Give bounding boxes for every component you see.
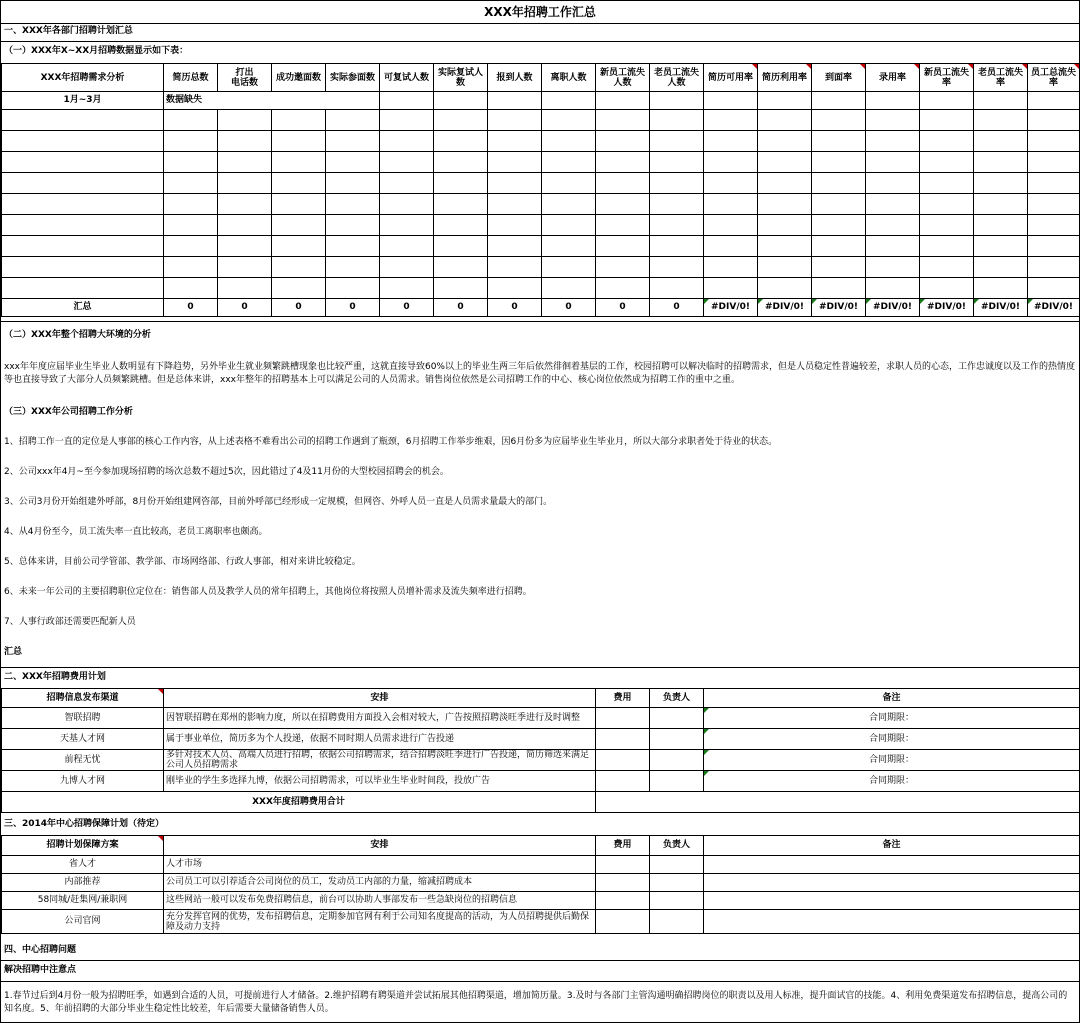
cost-header-row bbox=[2, 689, 1080, 708]
total-cell: #DIV/0! bbox=[920, 299, 974, 317]
table-row bbox=[2, 729, 1080, 750]
total-cell: 0 bbox=[380, 299, 434, 317]
table-row bbox=[2, 708, 1080, 729]
total-cell: #DIV/0! bbox=[1028, 299, 1080, 317]
table-row bbox=[2, 910, 1080, 934]
column-header: 离职人数 bbox=[542, 64, 596, 92]
total-cell: 0 bbox=[596, 299, 650, 317]
column-header: 录用率 bbox=[866, 64, 920, 92]
analysis-summary-label: 汇总 bbox=[4, 647, 23, 657]
header-plan-name: 招聘计划保障方案 bbox=[2, 836, 164, 856]
plan-cell: 刚毕业的学生多选择九博，依据公司招聘需求，可以毕业生毕业时间段，投放广告 bbox=[164, 771, 596, 792]
total-cell: #DIV/0! bbox=[758, 299, 812, 317]
column-header: 简历总数 bbox=[164, 64, 218, 92]
plan-name-cell: 内部推荐 bbox=[2, 874, 164, 892]
plan-cell: 这些网站一般可以发布免费招聘信息，前台可以协助人事部发布一些急缺岗位的招聘信息 bbox=[164, 892, 596, 910]
total-cell: 0 bbox=[650, 299, 704, 317]
header-remark: 备注 bbox=[704, 836, 1080, 856]
environment-paragraph: xxx年年度应届毕业生毕业人数明显有下降趋势，另外毕业生就业频繁跳槽现象也比较严重，这就直接导致60%以上的毕业生两三年后依然徘徊着基层的工作，校园招聘可以解决临时的招聘需求，但是人员稳定性普遍较差，求职人员的心态，工作忠诚度以及工作的热情度等也直接导致了大部分人员频繁跳槽。但是总体来讲，xxx年整年的招聘基本上可以满足公司的人员需求。销售岗位依然是公司招聘工作的中心、核心岗位依然成为招聘工作的重中之重。 bbox=[4, 362, 1075, 385]
total-cell: 0 bbox=[326, 299, 380, 317]
header-remark: 备注 bbox=[704, 689, 1080, 708]
empty-row bbox=[2, 173, 1080, 194]
cost-plan-heading: 二、XXX年招聘费用计划 bbox=[4, 672, 106, 682]
table-header-row bbox=[2, 64, 1080, 92]
total-label: 汇总 bbox=[2, 299, 164, 317]
section1-subheading: （一）XXX年X~XX月招聘数据显示如下表： bbox=[4, 46, 189, 56]
analysis-item-1: 1、招聘工作一直的定位是人事部的核心工作内容，从上述表格不难看出公司的招聘工作遇到了瓶颈，6月招聘工作举步维艰，因6月份多为应届毕业生毕业月，所以大部分求职者处于待业的状态。 bbox=[4, 437, 778, 447]
issues-paragraph: 1.春节过后到4月份一般为招聘旺季，如遇到合适的人员，可提前进行人才储备。2.维护招聘有聘渠道并尝试拓展其他招聘渠道，增加简历量。3.及时与各部门主管沟通明确招聘岗位的职责以及用人标准，提升面试官的技能。4、利用免费渠道发布招聘信息，提高公司的知名度。5、年前招聘的大部分毕业生稳定性比较差，年后需要大量储备销售人员。 bbox=[4, 991, 1068, 1014]
remark-cell: 合同期限： bbox=[704, 771, 1080, 792]
channel-cell: 智联招聘 bbox=[2, 708, 164, 729]
column-header: 老员工流失人数 bbox=[650, 64, 704, 92]
total-cell: #DIV/0! bbox=[812, 299, 866, 317]
analysis-item-5: 5、总体来讲，目前公司学管部、教学部、市场网络部、行政人事部，相对来讲比较稳定。 bbox=[4, 557, 361, 567]
analysis-item-4: 4、从4月份至今，员工流失率一直比较高，老员工离职率也颇高。 bbox=[4, 527, 268, 537]
total-cell: 0 bbox=[218, 299, 272, 317]
remark-cell: 合同期限： bbox=[704, 708, 1080, 729]
column-header: 报到人数 bbox=[488, 64, 542, 92]
empty-row bbox=[2, 278, 1080, 299]
table-row bbox=[2, 92, 1080, 110]
channel-cell: 九博人才网 bbox=[2, 771, 164, 792]
header-plan: 安排 bbox=[164, 689, 596, 708]
channel-cell: 天基人才网 bbox=[2, 729, 164, 750]
cost-total-label: XXX年度招聘费用合计 bbox=[2, 792, 596, 813]
plan-cell: 公司员工可以引荐适合公司岗位的员工，发动员工内部的力量，缩减招聘成本 bbox=[164, 874, 596, 892]
header-cost: 费用 bbox=[596, 836, 650, 856]
column-header: 打出 电话数 bbox=[218, 64, 272, 92]
total-cell: #DIV/0! bbox=[704, 299, 758, 317]
total-cell: 0 bbox=[272, 299, 326, 317]
column-header: XXX年招聘需求分析 bbox=[2, 64, 164, 92]
plan-name-cell: 58同城/赶集网/兼职网 bbox=[2, 892, 164, 910]
recruitment-data-table bbox=[1, 63, 1080, 317]
section1-heading: 一、XXX年各部门招聘计划汇总 bbox=[4, 26, 133, 36]
company-analysis-heading: （三）XXX年公司招聘工作分析 bbox=[4, 407, 133, 417]
column-header: 实际复试人数 bbox=[434, 64, 488, 92]
table-row bbox=[2, 892, 1080, 910]
issues-subheading: 解决招聘中注意点 bbox=[4, 965, 77, 975]
analysis-item-7: 7、人事行政部还需要匹配新人员 bbox=[4, 617, 136, 627]
plan-name-cell: 省人才 bbox=[2, 856, 164, 874]
column-header: 实际参面数 bbox=[326, 64, 380, 92]
analysis-item-2: 2、公司xxx年4月~至今参加现场招聘的场次总数不超过5次，因此错过了4及11月份的大型校园招聘会的机会。 bbox=[4, 467, 449, 477]
plan-cell: 多针对技术人员、高端人员进行招聘，依据公司招聘需求，结合招聘淡旺季进行广告投递，简历筛选来满足公司人员招聘需求 bbox=[164, 750, 596, 771]
data-missing-note: 数据缺失 bbox=[164, 92, 326, 110]
plan-cell: 充分发挥官网的优势，发布招聘信息，定期参加官网有利于公司知名度提高的活动，为人员招聘提供后勤保障及动力支持 bbox=[164, 910, 596, 934]
total-cell: #DIV/0! bbox=[974, 299, 1028, 317]
column-header: 可复试人数 bbox=[380, 64, 434, 92]
empty-row bbox=[2, 215, 1080, 236]
empty-row bbox=[2, 131, 1080, 152]
column-header: 简历可用率 bbox=[704, 64, 758, 92]
empty-row bbox=[2, 257, 1080, 278]
total-cell: 0 bbox=[434, 299, 488, 317]
analysis-item-6: 6、未来一年公司的主要招聘职位定位在：销售部人员及教学人员的常年招聘上，其他岗位将按照人员增补需求及流失频率进行招聘。 bbox=[4, 587, 532, 597]
table-row bbox=[2, 856, 1080, 874]
empty-row bbox=[2, 110, 1080, 131]
column-header: 到面率 bbox=[812, 64, 866, 92]
environment-heading: （二）XXX年整个招聘大环境的分析 bbox=[4, 330, 151, 340]
header-owner: 负责人 bbox=[650, 836, 704, 856]
header-channel: 招聘信息发布渠道 bbox=[2, 689, 164, 708]
empty-row bbox=[2, 236, 1080, 257]
total-cell: #DIV/0! bbox=[866, 299, 920, 317]
period-cell: 1月~3月 bbox=[2, 92, 164, 110]
cost-plan-table bbox=[1, 688, 1080, 813]
column-header: 成功邀面数 bbox=[272, 64, 326, 92]
guarantee-plan-table bbox=[1, 835, 1080, 934]
issues-heading: 四、中心招聘问题 bbox=[4, 945, 77, 955]
plan-name-cell: 公司官网 bbox=[2, 910, 164, 934]
guarantee-header-row bbox=[2, 836, 1080, 856]
header-plan: 安排 bbox=[164, 836, 596, 856]
column-header: 员工总流失率 bbox=[1028, 64, 1080, 92]
remark-cell: 合同期限： bbox=[704, 750, 1080, 771]
table-total-row bbox=[2, 299, 1080, 317]
guarantee-plan-heading: 三、2014年中心招聘保障计划（待定） bbox=[4, 819, 165, 829]
plan-cell: 人才市场 bbox=[164, 856, 596, 874]
page-title: XXX年招聘工作汇总 bbox=[1, 1, 1079, 24]
analysis-item-3: 3、公司3月份开始组建外呼部，8月份开始组建网咨部，目前外呼部已经形成一定规模，但网咨、外呼人员一直是人员需求量最大的部门。 bbox=[4, 497, 553, 507]
total-cell: 0 bbox=[542, 299, 596, 317]
header-cost: 费用 bbox=[596, 689, 650, 708]
cost-total-row bbox=[2, 792, 1080, 813]
total-cell: 0 bbox=[488, 299, 542, 317]
table-row bbox=[2, 771, 1080, 792]
column-header: 老员工流失率 bbox=[974, 64, 1028, 92]
empty-row bbox=[2, 194, 1080, 215]
table-row bbox=[2, 874, 1080, 892]
column-header: 新员工流失人数 bbox=[596, 64, 650, 92]
header-owner: 负责人 bbox=[650, 689, 704, 708]
remark-cell: 合同期限： bbox=[704, 729, 1080, 750]
table-row bbox=[2, 750, 1080, 771]
channel-cell: 前程无忧 bbox=[2, 750, 164, 771]
empty-row bbox=[2, 152, 1080, 173]
column-header: 简历利用率 bbox=[758, 64, 812, 92]
plan-cell: 因智联招聘在郑州的影响力度，所以在招聘费用方面投入会相对较大，广告按照招聘淡旺季进行及时调整 bbox=[164, 708, 596, 729]
total-cell: 0 bbox=[164, 299, 218, 317]
column-header: 新员工流失率 bbox=[920, 64, 974, 92]
plan-cell: 属于事业单位，简历多为个人投递，依据不同时期人员需求进行广告投递 bbox=[164, 729, 596, 750]
